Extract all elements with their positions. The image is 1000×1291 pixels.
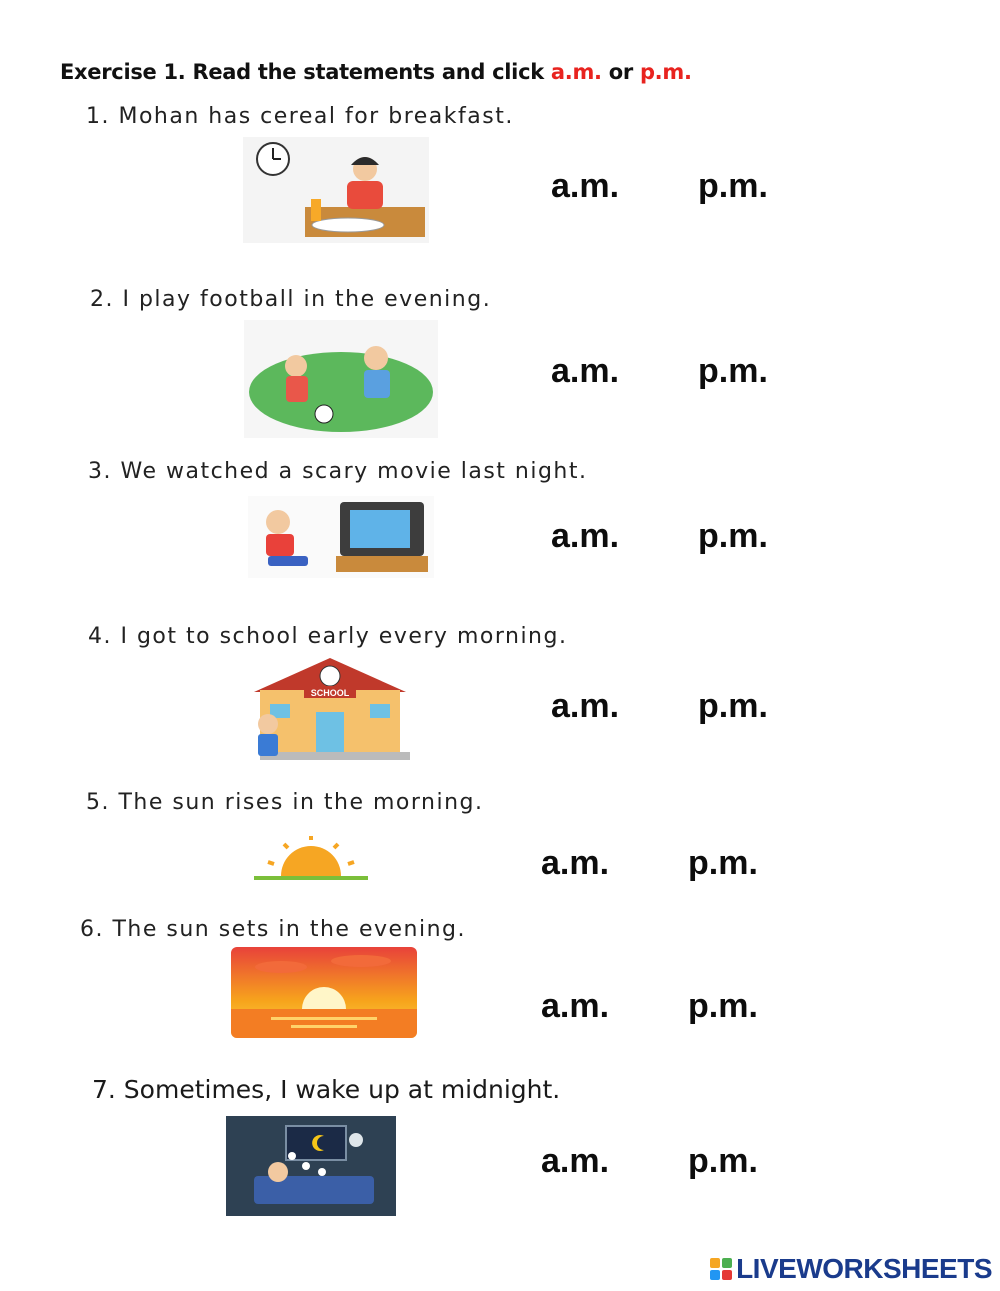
statement-3: 3. We watched a scary movie last night. — [88, 459, 588, 484]
item-6-pm-option[interactable]: p.m. — [688, 987, 758, 1025]
sunset-image — [231, 947, 417, 1038]
title-am: a.m. — [550, 60, 602, 84]
logo-text: LIVEWORKSHEETS — [736, 1253, 992, 1284]
item-6-am-option[interactable]: a.m. — [541, 987, 610, 1025]
school-image — [240, 652, 422, 774]
statement-1: 1. Mohan has cereal for breakfast. — [86, 104, 514, 129]
statement-4: 4. I got to school early every morning. — [88, 624, 568, 649]
item-2-pm-option[interactable]: p.m. — [698, 352, 768, 390]
football-image — [244, 320, 438, 438]
item-2-am-option[interactable]: a.m. — [551, 352, 620, 390]
item-7-pm-option[interactable]: p.m. — [688, 1142, 758, 1180]
item-5-pm-option[interactable]: p.m. — [688, 844, 758, 882]
movie-image — [248, 496, 434, 578]
item-1-am-option[interactable]: a.m. — [551, 167, 620, 205]
midnight-image — [226, 1116, 396, 1216]
item-5-am-option[interactable]: a.m. — [541, 844, 610, 882]
liveworksheets-logo — [710, 1253, 992, 1285]
statement-5: 5. The sun rises in the morning. — [86, 790, 484, 815]
item-4-pm-option[interactable]: p.m. — [698, 687, 768, 725]
exercise-title — [60, 60, 692, 84]
school-sign-text: SCHOOL — [310, 688, 350, 698]
item-3-pm-option[interactable]: p.m. — [698, 517, 768, 555]
statement-6: 6. The sun sets in the evening. — [80, 917, 467, 942]
item-4-am-option[interactable]: a.m. — [551, 687, 620, 725]
item-1-pm-option[interactable]: p.m. — [698, 167, 768, 205]
logo-mark-icon — [710, 1258, 732, 1280]
breakfast-image — [243, 137, 429, 243]
title-middle: or — [601, 60, 640, 84]
item-7-am-option[interactable]: a.m. — [541, 1142, 610, 1180]
sunrise-image — [248, 836, 374, 886]
statement-2: 2. I play football in the evening. — [90, 287, 492, 312]
title-pm: p.m. — [639, 60, 692, 84]
title-prefix: Exercise 1. Read the statements and click — [60, 60, 551, 84]
statement-7: 7. Sometimes, I wake up at midnight. — [92, 1075, 561, 1104]
item-3-am-option[interactable]: a.m. — [551, 517, 620, 555]
